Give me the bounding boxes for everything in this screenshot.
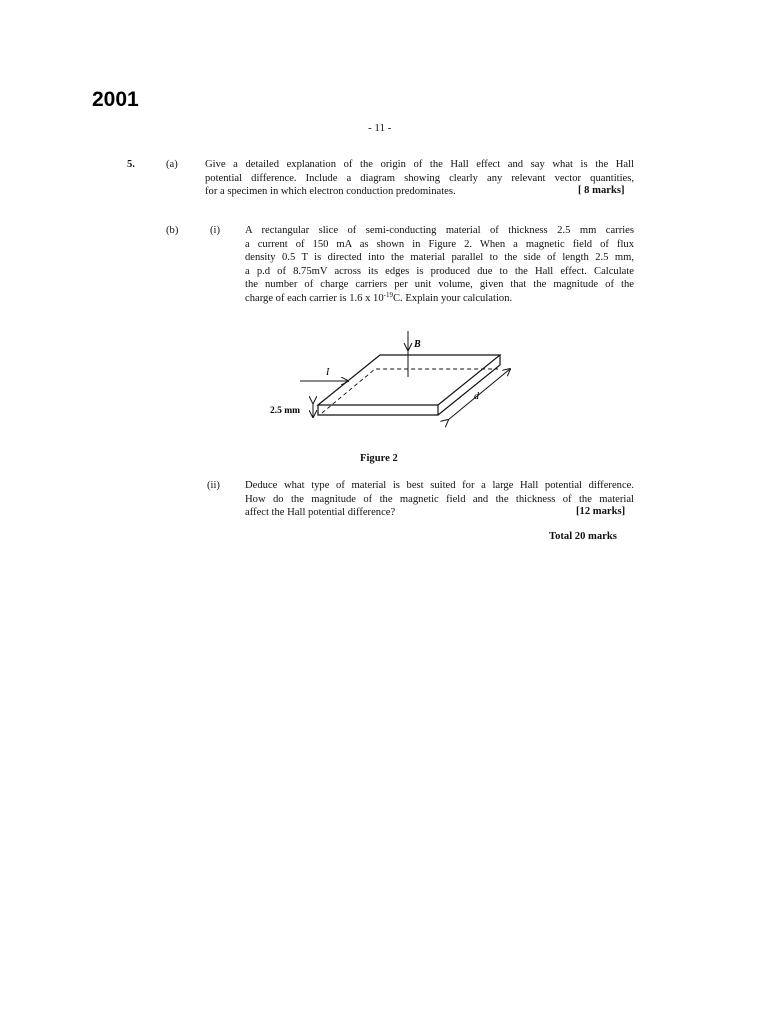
part-a-line: Give a detailed explanation of the origin of the Hall effect and say what is the Hall: [205, 159, 634, 170]
slab-top-face: [318, 355, 500, 405]
part-b-i-last-line: [245, 292, 634, 306]
label-i: I: [326, 367, 330, 378]
part-a-marks: [ 8 marks]: [578, 185, 625, 196]
part-b-i-line: density 0.5 T is directed into the material parallel to the side of length 2.5 mm,: [245, 252, 634, 264]
part-a-line: potential difference. Include a diagram showing clearly any relevant vector quantities,: [205, 172, 634, 184]
slab-front-face: [318, 405, 438, 415]
label-d: d: [474, 391, 479, 402]
page-number: - 11 -: [368, 122, 392, 134]
part-b-i-line: a p.d of 8.75mV across its edges is produced due to the Hall effect. Calculate: [245, 265, 634, 277]
part-b-ii-line: affect the Hall potential difference?: [245, 507, 396, 519]
part-b-i-line: A rectangular slice of semi-conducting material of thickness 2.5 mm carries: [245, 225, 634, 236]
part-b-i-line: the number of charge carriers per unit volume, given that the magnitude of the: [245, 279, 634, 291]
figure-2-diagram: [260, 325, 530, 430]
slab-hidden-edges: [322, 369, 498, 413]
part-b-marks: [12 marks]: [576, 506, 626, 517]
part-b-ii-label: (ii): [207, 480, 220, 491]
charge-text-end: C. Explain your calculation.: [392, 292, 513, 304]
d-dimension-arrow: [448, 369, 510, 420]
part-a-label: (a): [166, 159, 178, 170]
part-b-ii-line: Deduce what type of material is best suited for a large Hall potential difference.: [245, 480, 634, 491]
figure-caption: Figure 2: [360, 453, 398, 464]
question-number: 5.: [127, 159, 135, 170]
label-b: B: [414, 339, 421, 350]
part-b-i-label: (i): [210, 225, 220, 236]
charge-exponent: -19: [383, 290, 393, 299]
part-b-label: (b): [166, 225, 179, 236]
part-b-i-line: a current of 150 mA as shown in Figure 2. When a magnetic field of flux: [245, 238, 634, 250]
part-a-line: for a specimen in which electron conduction predominates.: [205, 186, 456, 198]
part-a-text: [205, 158, 634, 199]
charge-text: charge of each carrier is 1.6 x 10: [245, 292, 384, 304]
total-marks: Total 20 marks: [549, 531, 617, 542]
part-b-i-text: [245, 224, 634, 306]
exam-year: 2001: [92, 88, 139, 111]
part-b-ii-line: How do the magnitude of the magnetic field and the thickness of the material: [245, 493, 634, 505]
label-thickness: 2.5 mm: [270, 406, 301, 416]
